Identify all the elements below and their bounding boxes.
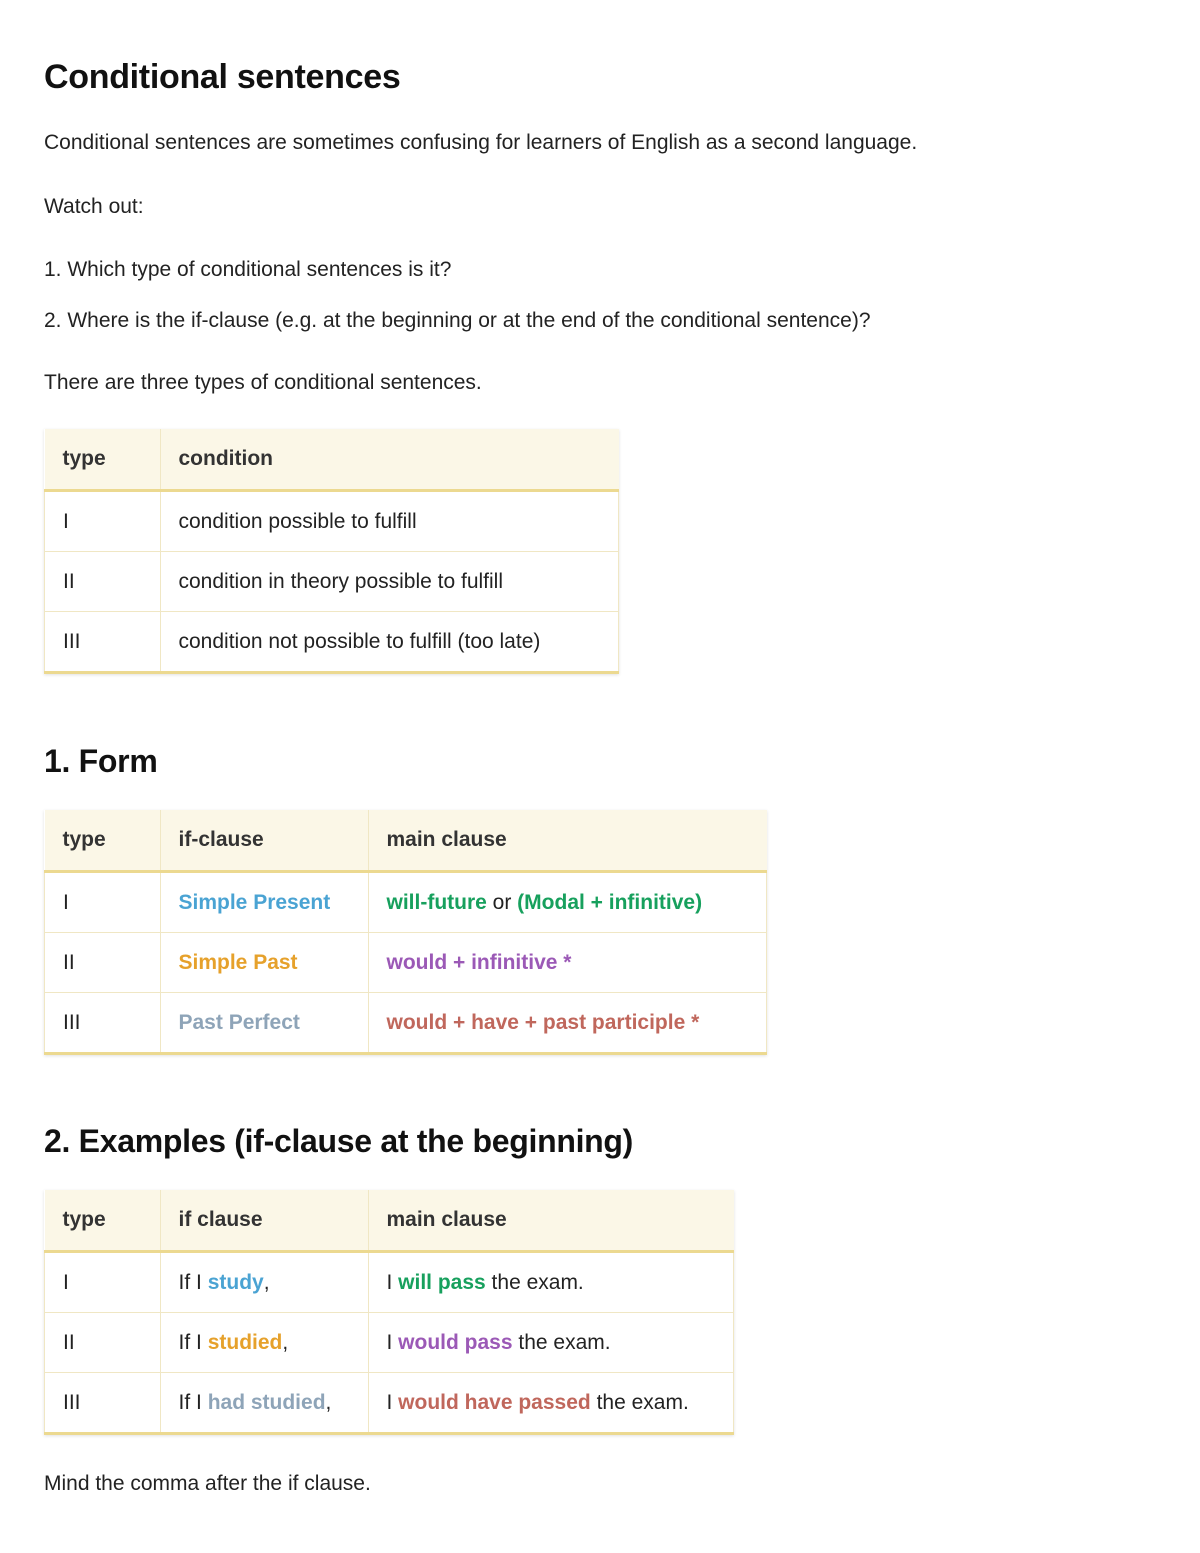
cell-main-clause <box>368 1252 734 1313</box>
form-heading: 1. Form <box>44 743 158 779</box>
cell-type: III <box>45 1373 161 1434</box>
cell-type: I <box>45 872 161 933</box>
if-prefix: If I <box>178 1330 208 1354</box>
point-1: 1. Which type of conditional sentences is it? <box>44 258 452 281</box>
main-prefix: I <box>386 1390 399 1414</box>
if-comma: , <box>325 1390 332 1414</box>
cell-condition: condition in theory possible to fulfill <box>160 552 619 612</box>
cell-if-clause <box>160 1252 368 1313</box>
main-suffix: the exam. <box>590 1390 689 1414</box>
col-header-type: type <box>45 810 161 872</box>
if-verb: study <box>207 1270 264 1294</box>
tense-simple-past: Simple Past <box>178 950 298 974</box>
if-comma: , <box>263 1270 270 1294</box>
main-verb: will pass <box>398 1270 486 1294</box>
types-table <box>44 429 619 674</box>
if-comma: , <box>282 1330 289 1354</box>
cell-main-clause <box>368 872 767 933</box>
main-prefix: I <box>386 1270 399 1294</box>
examples-table <box>44 1190 734 1435</box>
col-header-if-clause: if-clause <box>160 810 368 872</box>
cell-type: I <box>45 1252 161 1313</box>
examples-table-header <box>45 1190 734 1252</box>
table-row <box>45 993 767 1054</box>
col-header-if-clause: if clause <box>160 1190 368 1252</box>
cell-main-clause <box>368 933 767 993</box>
cell-main-clause <box>368 1313 734 1373</box>
tense-simple-present: Simple Present <box>178 890 331 914</box>
examples-heading: 2. Examples (if-clause at the beginning) <box>44 1123 634 1159</box>
main-verb: would pass <box>398 1330 513 1354</box>
main-prefix: I <box>386 1330 399 1354</box>
main-would-have-participle: would + have + past participle * <box>386 1010 700 1034</box>
cell-type: II <box>45 552 161 612</box>
cell-if-clause <box>160 933 368 993</box>
if-verb: studied <box>207 1330 283 1354</box>
table-row <box>45 1373 734 1434</box>
table-row <box>45 552 619 612</box>
cell-type: III <box>45 993 161 1054</box>
comma-note: Mind the comma after the if clause. <box>44 1472 371 1495</box>
main-would-infinitive: would + infinitive * <box>386 950 572 974</box>
intro-text: Conditional sentences are sometimes confusing for learners of English as a second language. <box>44 131 918 154</box>
main-modal-infinitive: (Modal + infinitive) <box>517 890 703 914</box>
form-table-header <box>45 810 767 872</box>
page-title: Conditional sentences <box>44 58 401 96</box>
cell-type: III <box>45 612 161 673</box>
table-row <box>45 612 619 673</box>
cell-type: II <box>45 1313 161 1373</box>
if-verb: had studied <box>207 1390 326 1414</box>
types-intro: There are three types of conditional sentences. <box>44 371 482 394</box>
cell-main-clause <box>368 1373 734 1434</box>
col-header-type: type <box>45 1190 161 1252</box>
if-prefix: If I <box>178 1390 208 1414</box>
col-header-condition: condition <box>160 429 619 491</box>
main-suffix: the exam. <box>512 1330 611 1354</box>
cell-condition: condition possible to fulfill <box>160 491 619 552</box>
cell-if-clause <box>160 872 368 933</box>
table-row <box>45 933 767 993</box>
point-2: 2. Where is the if-clause (e.g. at the beginning or at the end of the conditional sentence)? <box>44 309 871 332</box>
cell-if-clause <box>160 1373 368 1434</box>
col-header-type: type <box>45 429 161 491</box>
main-verb: would have passed <box>398 1390 591 1414</box>
cell-if-clause <box>160 1313 368 1373</box>
table-row <box>45 491 619 552</box>
cell-condition: condition not possible to fulfill (too late) <box>160 612 619 673</box>
col-header-main-clause: main clause <box>368 1190 734 1252</box>
col-header-main-clause: main clause <box>368 810 767 872</box>
cell-main-clause <box>368 993 767 1054</box>
cell-type: I <box>45 491 161 552</box>
watch-out-label: Watch out: <box>44 195 144 218</box>
table-row <box>45 1313 734 1373</box>
form-table <box>44 810 767 1055</box>
cell-type: II <box>45 933 161 993</box>
table-row <box>45 872 767 933</box>
cell-if-clause <box>160 993 368 1054</box>
if-prefix: If I <box>178 1270 208 1294</box>
main-suffix: the exam. <box>485 1270 584 1294</box>
main-or: or <box>486 890 518 914</box>
table-row <box>45 1252 734 1313</box>
main-will-future: will-future <box>386 890 487 914</box>
tense-past-perfect: Past Perfect <box>178 1010 300 1034</box>
types-table-header <box>45 429 619 491</box>
